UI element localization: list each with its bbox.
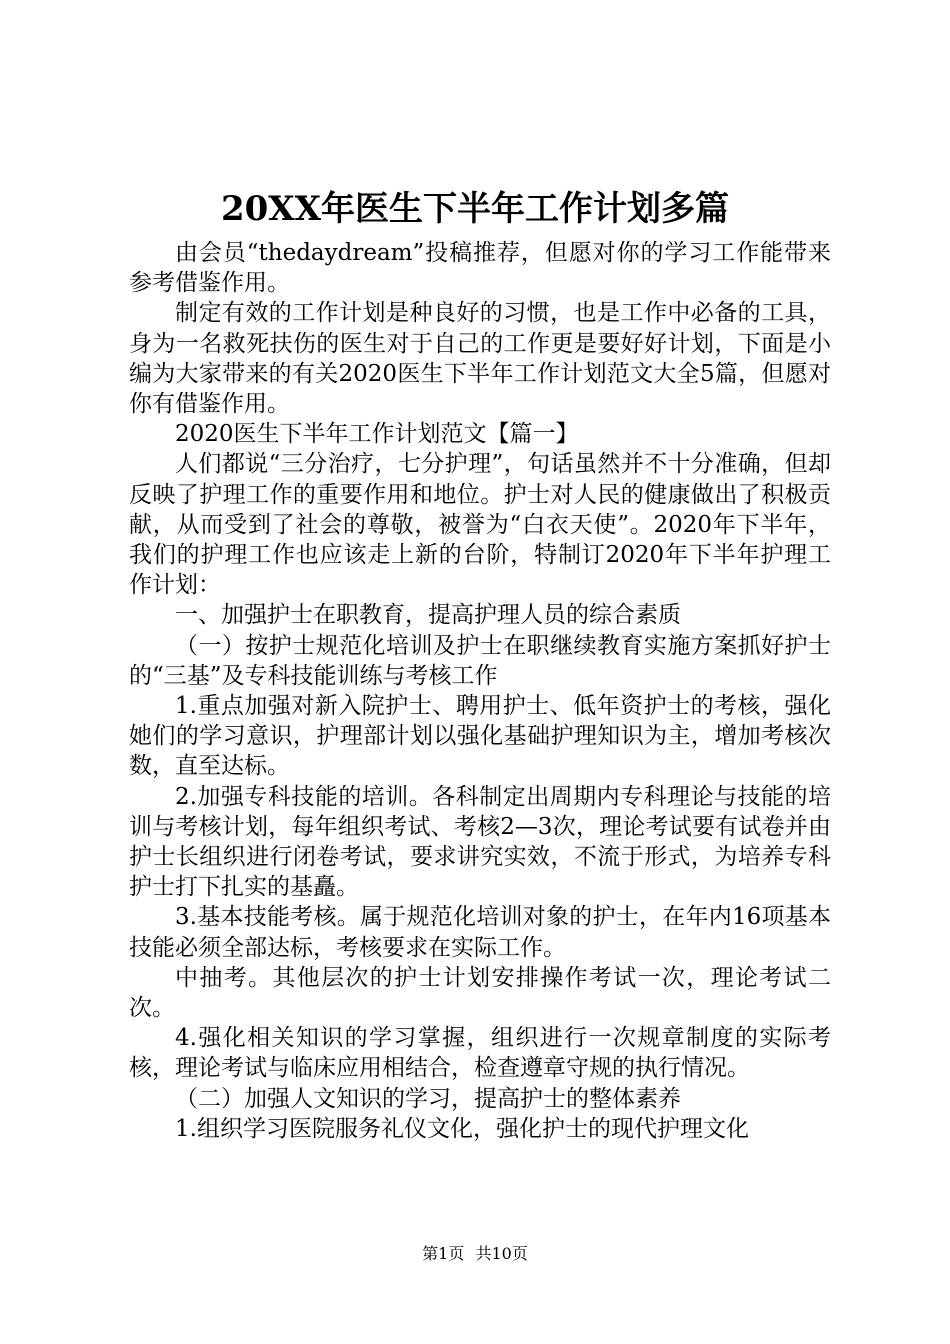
list-item-3: 3.基本技能考核。属于规范化培训对象的护士，在年内16项基本技能必须全部达标，考核要求在实际工作。 (129, 904, 831, 961)
page-number: 第1页 (422, 1244, 465, 1263)
heading-subsection-two: （二）加强人文知识的学习，提高护士的整体素养 (175, 1085, 681, 1112)
paragraph-purpose: 制定有效的工作计划是种良好的习惯，也是工作中必备的工具，身为一名救死扶伤的医生对于自己的工作更是要好好计划，下面是小编为大家带来的有关2020医生下半年工作计划范文大全5篇，但愿对你有借鉴作用。 (129, 300, 831, 418)
list-item-1: 1.重点加强对新入院护士、聘用护士、低年资护士的考核，强化她们的学习意识，护理部计划以强化基础护理知识为主，增加考核次数，直至达标。 (129, 693, 831, 780)
section-heading-part-one: 2020医生下半年工作计划范文【篇一】 (175, 421, 579, 448)
document-title: 20XX年医生下半年工作计划多篇 (220, 189, 730, 229)
list-item-5: 1.组织学习医院服务礼仪文化，强化护士的现代护理文化 (175, 1115, 749, 1142)
list-item-3-continued: 中抽考。其他层次的护士计划安排操作考试一次，理论考试二次。 (129, 964, 831, 1022)
heading-section-one: 一、加强护士在职教育，提高护理人员的综合素质 (175, 602, 681, 629)
page-footer (0, 1243, 950, 1265)
heading-subsection-one: （一）按护士规范化培训及护士在职继续教育实施方案抓好护士的“三基”及专科技能训练与考核工作 (129, 632, 831, 689)
list-item-2: 2.加强专科技能的培训。各科制定出周期内专科理论与技能的培训与考核计划，每年组织考试、考核2—3次，理论考试要有试卷并由护士长组织进行闭卷考试，要求讲究实效，不流于形式，为培养专科护士打下扎实的基矗。 (129, 783, 831, 901)
paragraph-intro: 由会员“thedaydream”投稿推荐，但愿对你的学习工作能带来参考借鉴作用。 (129, 240, 831, 297)
document-body (129, 238, 831, 1144)
list-item-4: 4.强化相关知识的学习掌握，组织进行一次规章制度的实际考核，理论考试与临床应用相结合，检查遵章守规的执行情况。 (129, 1025, 831, 1082)
page-total: 共10页 (475, 1244, 528, 1263)
paragraph-nursing-intro: 人们都说“三分治疗，七分护理”，句话虽然并不十分准确，但却反映了护理工作的重要作用和地位。护士对人民的健康做出了积极贡献，从而受到了社会的尊敬，被誉为“白衣天使”。2020年下半年，我们的护理工作也应该走上新的台阶，特制订2020年下半年护理工作计划： (129, 451, 831, 599)
